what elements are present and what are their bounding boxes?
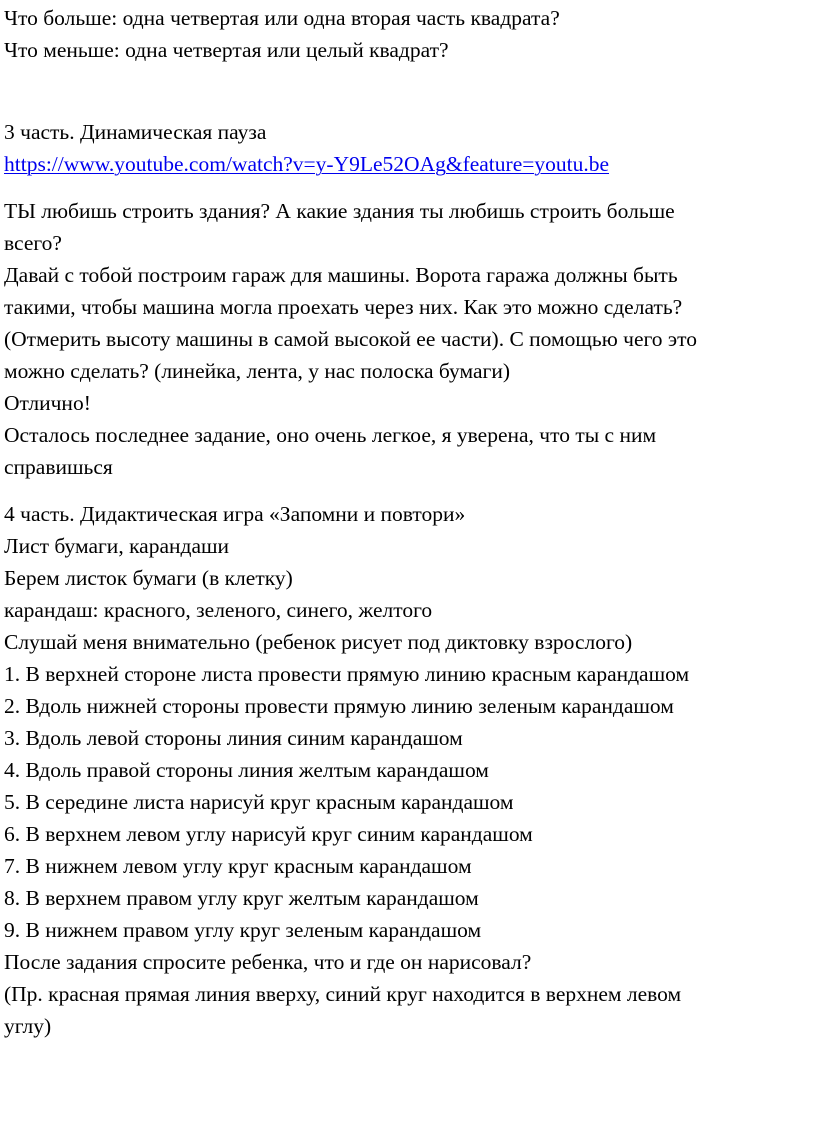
paragraph-line: можно сделать? (линейка, лента, у нас полоска бумаги) bbox=[4, 359, 510, 383]
list-item: 6. В верхнем левом углу нарисуй круг синим карандашом bbox=[4, 822, 533, 846]
paragraph-line: ТЫ любишь строить здания? А какие здания ты любишь строить больше bbox=[4, 199, 675, 223]
paragraph-line: Слушай меня внимательно (ребенок рисует под диктовку взрослого) bbox=[4, 630, 633, 654]
paragraph-line: Берем листок бумаги (в клетку) bbox=[4, 566, 293, 590]
paragraph-line: Давай с тобой построим гараж для машины. Ворота гаража должны быть bbox=[4, 263, 678, 287]
spacer bbox=[4, 66, 804, 116]
list-item: 4. Вдоль правой стороны линия желтым карандашом bbox=[4, 758, 489, 782]
paragraph-line: Лист бумаги, карандаши bbox=[4, 534, 230, 558]
paragraph-line: После задания спросите ребенка, что и где он нарисовал? bbox=[4, 950, 532, 974]
list-item: 9. В нижнем правом углу круг зеленым карандашом bbox=[4, 918, 482, 942]
part4-heading: 4 часть. Дидактическая игра «Запомни и повтори» bbox=[4, 502, 466, 526]
list-item: 1. В верхней стороне листа провести прямую линию красным карандашом bbox=[4, 662, 690, 686]
paragraph-line: такими, чтобы машина могла проехать через них. Как это можно сделать? bbox=[4, 295, 683, 319]
list-item: 2. Вдоль нижней стороны провести прямую линию зеленым карандашом bbox=[4, 694, 674, 718]
spacer bbox=[4, 483, 804, 498]
paragraph-line: углу) bbox=[4, 1014, 52, 1038]
youtube-link[interactable]: https://www.youtube.com/watch?v=y-Y9Le52OAg&feature=youtu.be bbox=[4, 152, 610, 176]
spacer bbox=[4, 180, 804, 195]
part3-heading: 3 часть. Динамическая пауза bbox=[4, 120, 267, 144]
list-item: 8. В верхнем правом углу круг желтым карандашом bbox=[4, 886, 479, 910]
list-item: 3. Вдоль левой стороны линия синим карандашом bbox=[4, 726, 463, 750]
question-bigger: Что больше: одна четвертая или одна вторая часть квадрата? bbox=[4, 6, 560, 30]
paragraph-line: справишься bbox=[4, 455, 113, 479]
list-item: 7. В нижнем левом углу круг красным карандашом bbox=[4, 854, 472, 878]
paragraph-line: (Пр. красная прямая линия вверху, синий круг находится в верхнем левом bbox=[4, 982, 682, 1006]
paragraph-line: карандаш: красного, зеленого, синего, желтого bbox=[4, 598, 433, 622]
question-smaller: Что меньше: одна четвертая или целый квадрат? bbox=[4, 38, 449, 62]
document-body bbox=[4, 2, 804, 1042]
paragraph-line: Осталось последнее задание, оно очень легкое, я уверена, что ты с ним bbox=[4, 423, 657, 447]
paragraph-line: (Отмерить высоту машины в самой высокой ее части). С помощью чего это bbox=[4, 327, 698, 351]
list-item: 5. В середине листа нарисуй круг красным карандашом bbox=[4, 790, 514, 814]
paragraph-line: Отлично! bbox=[4, 391, 91, 415]
paragraph-line: всего? bbox=[4, 231, 62, 255]
